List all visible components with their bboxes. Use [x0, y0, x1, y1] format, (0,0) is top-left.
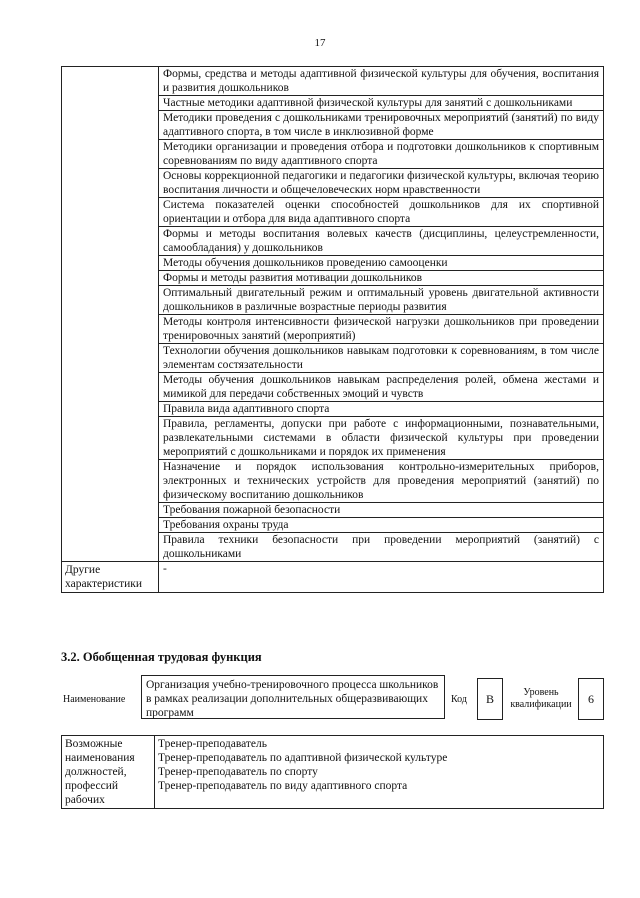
- section-title: 3.2. Обобщенная трудовая функция: [61, 650, 262, 664]
- knowledge-item: Назначение и порядок использования контрольно-измерительных приборов, электронных и технических устройств для проведения мероприятий (занятий) по физическому воспитанию дошкольников: [159, 460, 604, 503]
- knowledge-item: Частные методики адаптивной физической культуры для занятий с дошкольниками: [159, 96, 604, 111]
- qualification-level-box: 6: [578, 678, 604, 720]
- positions-table: [61, 735, 604, 809]
- knowledge-item: Правила, регламенты, допуски при работе с информационными, познавательными, развлекательными системами в области физической культуры при проведении мероприятий с дошкольниками и порядок их применения: [159, 417, 604, 460]
- knowledge-item: Формы и методы воспитания волевых качеств (дисциплины, целеустремленности, самообладания) у дошкольников: [159, 227, 604, 256]
- position-item: Тренер-преподаватель по адаптивной физической культуре: [158, 752, 448, 764]
- knowledge-item: Требования пожарной безопасности: [159, 503, 604, 518]
- knowledge-row: [62, 67, 604, 96]
- knowledge-item: Методики проведения с дошкольниками тренировочных мероприятий (занятий) по виду адаптивного спорта, в том числе в инклюзивной форме: [159, 111, 604, 140]
- knowledge-item: Формы, средства и методы адаптивной физической культуры для обучения, воспитания и развития дошкольников: [159, 67, 604, 96]
- knowledge-item: Основы коррекционной педагогики и педагогики физической культуры, включая теорию воспитания личности и общечеловеческих норм нравственности: [159, 169, 604, 198]
- code-label: Код: [451, 694, 467, 705]
- knowledge-item: Методы контроля интенсивности физической нагрузки дошкольников при проведении тренировочных занятий (мероприятий): [159, 315, 604, 344]
- generalized-function-header: [61, 675, 621, 723]
- page-number: 17: [314, 37, 326, 49]
- knowledge-item: Методы обучения дошкольников проведению самооценки: [159, 256, 604, 271]
- knowledge-item: Оптимальный двигательный режим и оптимальный уровень двигательной активности дошкольников в различные возрастные периоды развития: [159, 286, 604, 315]
- other-characteristics-value: -: [159, 562, 604, 593]
- other-characteristics-label: Другие характеристики: [62, 562, 159, 593]
- position-item: Тренер-преподаватель: [158, 738, 268, 750]
- function-name-box: Организация учебно-тренировочного процесса школьников в рамках реализации дополнительных общеразвивающих программ: [141, 675, 445, 719]
- knowledge-label-cell: [62, 67, 159, 562]
- knowledge-item: Правила вида адаптивного спорта: [159, 402, 604, 417]
- positions-list: [155, 736, 604, 809]
- knowledge-item: Технологии обучения дошкольников навыкам подготовки к соревнованиям, в том числе элементам состязательности: [159, 344, 604, 373]
- positions-row: [62, 736, 604, 809]
- knowledge-item: Правила техники безопасности при проведении мероприятий (занятий) с дошкольниками: [159, 533, 604, 562]
- required-knowledge-table: [61, 66, 604, 593]
- knowledge-item: Требования охраны труда: [159, 518, 604, 533]
- knowledge-item: Формы и методы развития мотивации дошкольников: [159, 271, 604, 286]
- position-item: Тренер-преподаватель по виду адаптивного спорта: [158, 780, 408, 792]
- qualification-level-label: Уровень квалификации: [510, 687, 572, 710]
- code-box: B: [477, 678, 503, 720]
- knowledge-item: Методики организации и проведения отбора и подготовки дошкольников к спортивным соревнованиям по виду адаптивного спорта: [159, 140, 604, 169]
- knowledge-body: [62, 67, 604, 593]
- position-item: Тренер-преподаватель по спорту: [158, 766, 318, 778]
- knowledge-item: Методы обучения дошкольников навыкам распределения ролей, обмена жестами и мимикой для передачи собственных эмоций и чувств: [159, 373, 604, 402]
- positions-label: Возможные наименования должностей, профессий рабочих: [62, 736, 155, 809]
- other-characteristics-row: [62, 562, 604, 593]
- name-label: Наименование: [63, 694, 126, 705]
- knowledge-item: Система показателей оценки способностей дошкольников для их спортивной ориентации и отбора для вида адаптивного спорта: [159, 198, 604, 227]
